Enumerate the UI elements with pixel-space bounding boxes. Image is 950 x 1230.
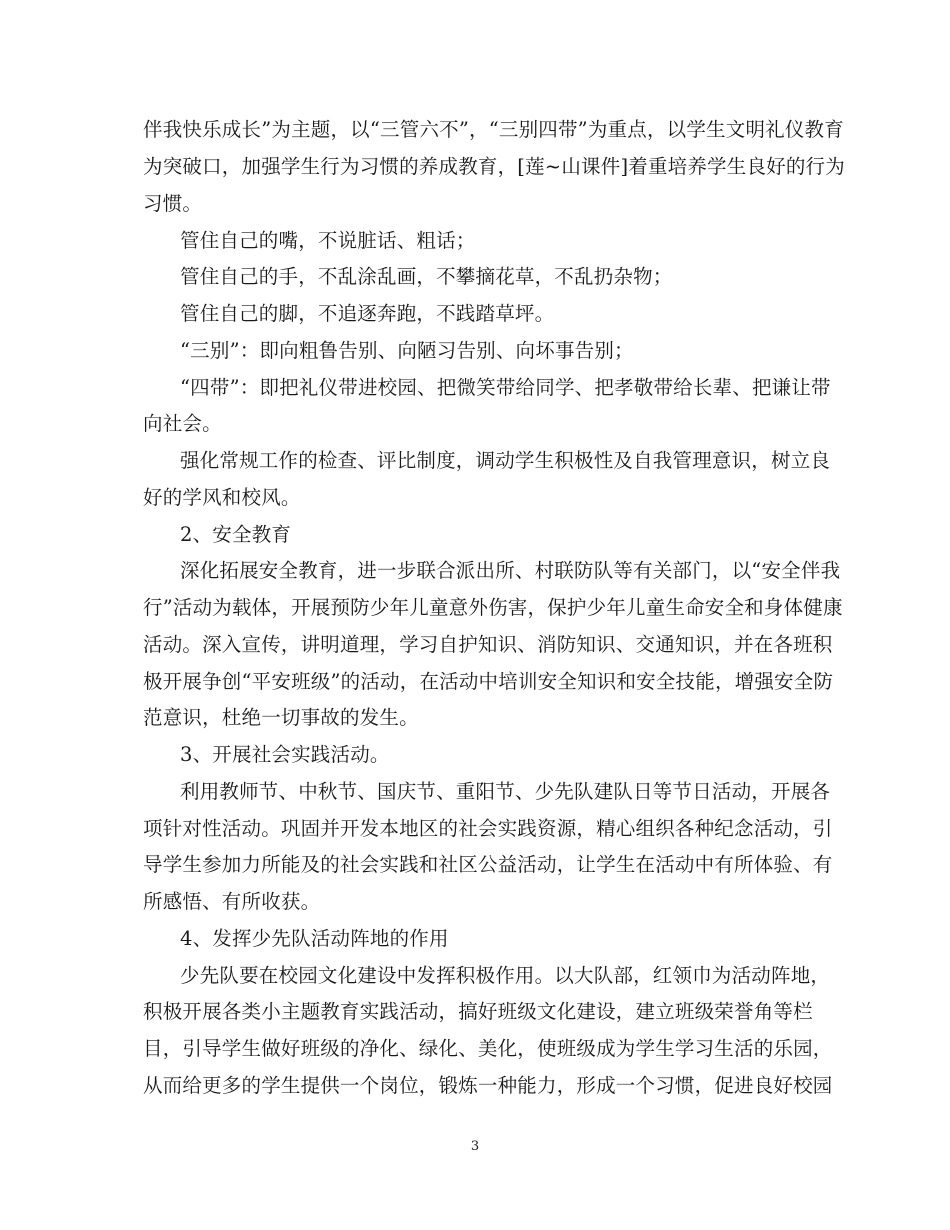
text-line: 向社会。 bbox=[143, 412, 222, 435]
text-line: “三别”：即向粗鲁告别、向陋习告别、向坏事告别； bbox=[180, 339, 634, 362]
section-heading: 3、开展社会实践活动。 bbox=[180, 743, 390, 766]
text-line: 范意识，杜绝一切事故的发生。 bbox=[143, 706, 419, 729]
text-line: 深化拓展安全教育，进一步联合派出所、村联防队等有关部门，以“安全伴我 bbox=[180, 559, 841, 582]
text-line: 极开展争创“平安班级”的活动，在活动中培训安全知识和安全技能，增强安全防 bbox=[143, 670, 834, 693]
text-line: 行”活动为载体，开展预防少年儿童意外伤害，保护少年儿童生命安全和身体健康 bbox=[143, 596, 843, 619]
text-line: 利用教师节、中秋节、国庆节、重阳节、少先队建队日等节日活动，开展各 bbox=[180, 780, 831, 803]
text-line: 项针对性活动。巩固并开发本地区的社会实践资源，精心组织各种纪念活动，引 bbox=[143, 817, 833, 840]
text-line: 习惯。 bbox=[143, 192, 203, 215]
text-line: 为突破口，加强学生行为习惯的养成教育，[莲~山课件]着重培养学生良好的行为 bbox=[143, 155, 845, 178]
text-line: 管住自己的脚，不追逐奔跑，不践踏草坪。 bbox=[180, 302, 555, 325]
text-line: 积极开展各类小主题教育实践活动，搞好班级文化建设，建立班级荣誉角等栏 bbox=[143, 1000, 813, 1023]
text-line: 从而给更多的学生提供一个岗位，锻炼一种能力，形成一个习惯，促进良好校园 bbox=[143, 1074, 833, 1097]
text-line: 导学生参加力所能及的社会实践和社区公益活动，让学生在活动中有所体验、有 bbox=[143, 853, 833, 876]
text-line: 伴我快乐成长”为主题，以“三管六不”，“三别四带”为重点，以学生文明礼仪教育 bbox=[143, 118, 844, 141]
text-line: 好的学风和校风。 bbox=[143, 486, 301, 509]
page-number: 3 bbox=[470, 1139, 480, 1154]
text-line: 活动。深入宣传，讲明道理，学习自护知识、消防知识、交通知识，并在各班积 bbox=[143, 633, 833, 656]
text-line: 强化常规工作的检查、评比制度，调动学生积极性及自我管理意识，树立良 bbox=[180, 449, 831, 472]
text-line: “四带”：即把礼仪带进校园、把微笑带给同学、把孝敬带给长辈、把谦让带 bbox=[180, 376, 831, 399]
text-line: 管住自己的手，不乱涂乱画，不攀摘花草，不乱扔杂物； bbox=[180, 265, 673, 288]
text-line: 少先队要在校园文化建设中发挥积极作用。以大队部，红领巾为活动阵地， bbox=[180, 964, 831, 987]
text-line: 所感悟、有所收获。 bbox=[143, 890, 321, 913]
text-line: 目，引导学生做好班级的净化、绿化、美化，使班级成为学生学习生活的乐园， bbox=[143, 1037, 833, 1060]
section-heading: 4、发挥少先队活动阵地的作用 bbox=[180, 927, 449, 950]
text-line: 管住自己的嘴，不说脏话、粗话； bbox=[180, 229, 476, 252]
section-heading: 2、安全教育 bbox=[180, 523, 292, 546]
